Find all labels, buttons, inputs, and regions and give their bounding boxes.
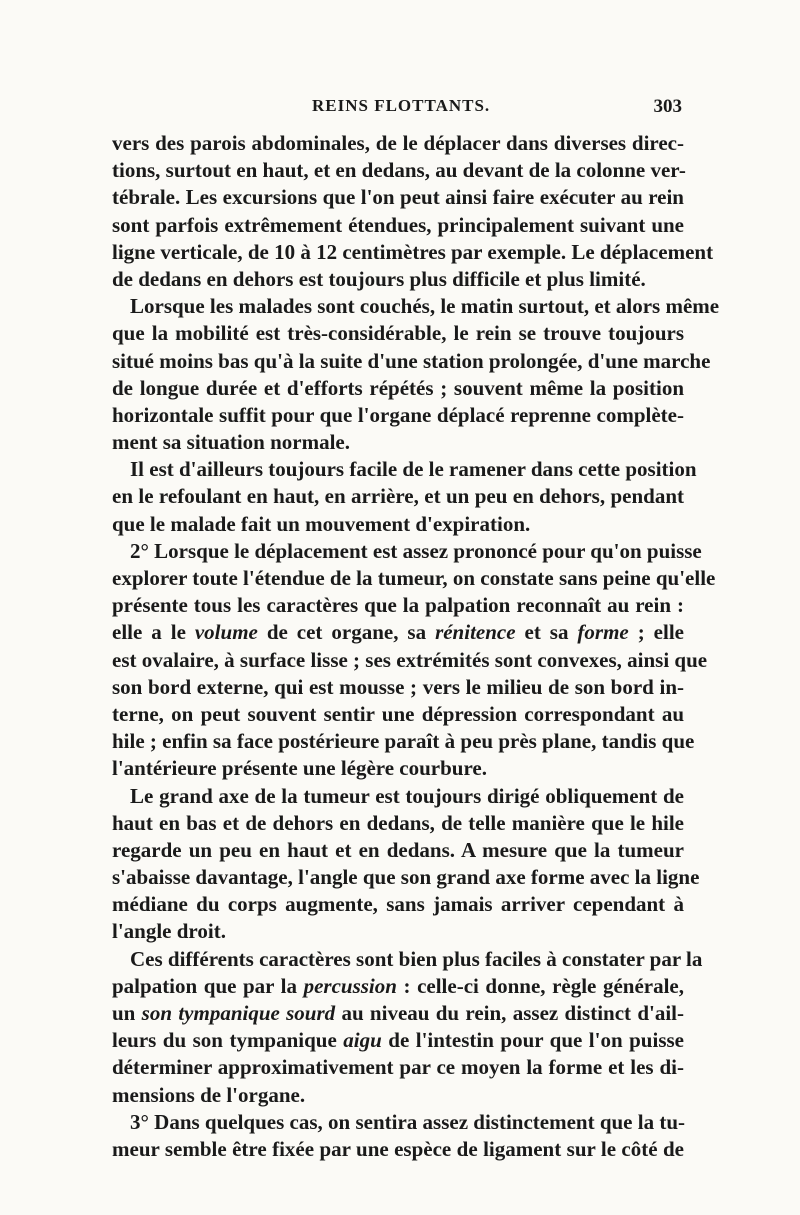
text-line: médiane du corps augmente, sans jamais arriver cependant à [112, 892, 684, 917]
text-line: horizontale suffit pour que l'organe déplacé reprenne complète- [112, 402, 684, 427]
text-line: palpation que par la percussion : celle-ci donne, règle générale, [112, 973, 684, 998]
text-line: un son tympanique sourd au niveau du rein, assez distinct d'ail- [112, 1001, 685, 1025]
text-line: regarde un peu en haut et en dedans. A mesure que la tumeur [112, 837, 684, 862]
text-line: vers des parois abdominales, de le déplacer dans diverses direc- [112, 131, 684, 155]
text-line: que le malade fait un mouvement d'expiration. [112, 511, 531, 536]
text-line: tions, surtout en haut, et en dedans, au devant de la colonne ver- [112, 158, 686, 183]
text-line: ment sa situation normale. [112, 430, 350, 455]
text-line: ligne verticale, de 10 à 12 centimètres par exemple. Le déplacement [112, 239, 714, 264]
text-line: hile ; enfin sa face postérieure paraît à peu près plane, tandis que [112, 729, 695, 754]
text-line: terne, on peut souvent sentir une dépression correspondant au [112, 701, 684, 726]
text-line: déterminer approximativement par ce moyen la forme et les di- [112, 1055, 684, 1080]
text-line: de dedans en dehors est toujours plus difficile et plus limité. [112, 266, 646, 291]
text-line: mensions de l'organe. [112, 1082, 306, 1107]
text-line: 3° Dans quelques cas, on sentira assez distinctement que la tu- [130, 1109, 686, 1134]
text-line: en le refoulant en haut, en arrière, et un peu en dehors, pendant [112, 484, 684, 509]
text-line: Lorsque les malades sont couchés, le matin surtout, et alors même [130, 294, 720, 319]
text-line: situé moins bas qu'à la suite d'une station prolongée, d'une marche [112, 348, 711, 373]
text-line: Le grand axe de la tumeur est toujours dirigé obliquement de [130, 783, 684, 808]
text-line: s'abaisse davantage, l'angle que son grand axe forme avec la ligne [112, 865, 700, 890]
text-line: 2° Lorsque le déplacement est assez prononcé pour qu'on puisse [130, 538, 702, 563]
text-line: présente tous les caractères que la palpation reconnaît au rein : [112, 593, 684, 618]
text-line: de longue durée et d'efforts répétés ; souvent même la position [112, 375, 684, 400]
text-line: l'angle droit. [112, 919, 226, 944]
text-line: Ces différents caractères sont bien plus faciles à constater par la [130, 946, 703, 971]
text-line: elle a le volume de cet organe, sa rénitence et sa forme ; elle [112, 620, 684, 645]
text-line: explorer toute l'étendue de la tumeur, on constate sans peine qu'elle [112, 566, 716, 590]
text-line: son bord externe, qui est mousse ; vers le milieu de son bord in- [112, 674, 684, 699]
body-text [112, 130, 720, 1163]
text-line: leurs du son tympanique aigu de l'intestin pour que l'on puisse [112, 1028, 684, 1053]
text-line: est ovalaire, à surface lisse ; ses extrémités sont convexes, ainsi que [112, 647, 708, 672]
text-line: que la mobilité est très-considérable, le rein se trouve toujours [112, 321, 684, 346]
page-number: 303 [653, 96, 682, 117]
running-head: REINS FLOTTANTS. [312, 96, 491, 115]
text-line: sont parfois extrêmement étendues, principalement suivant une [112, 212, 684, 237]
text-line: Il est d'ailleurs toujours facile de le ramener dans cette position [130, 457, 697, 482]
text-line: meur semble être fixée par une espèce de ligament sur le côté de [112, 1136, 684, 1161]
text-line: haut en bas et de dehors en dedans, de telle manière que le hile [112, 810, 684, 835]
page-header [112, 96, 682, 126]
text-line: l'antérieure présente une légère courbure. [112, 756, 487, 781]
text-line: tébrale. Les excursions que l'on peut ainsi faire exécuter au rein [112, 185, 684, 210]
